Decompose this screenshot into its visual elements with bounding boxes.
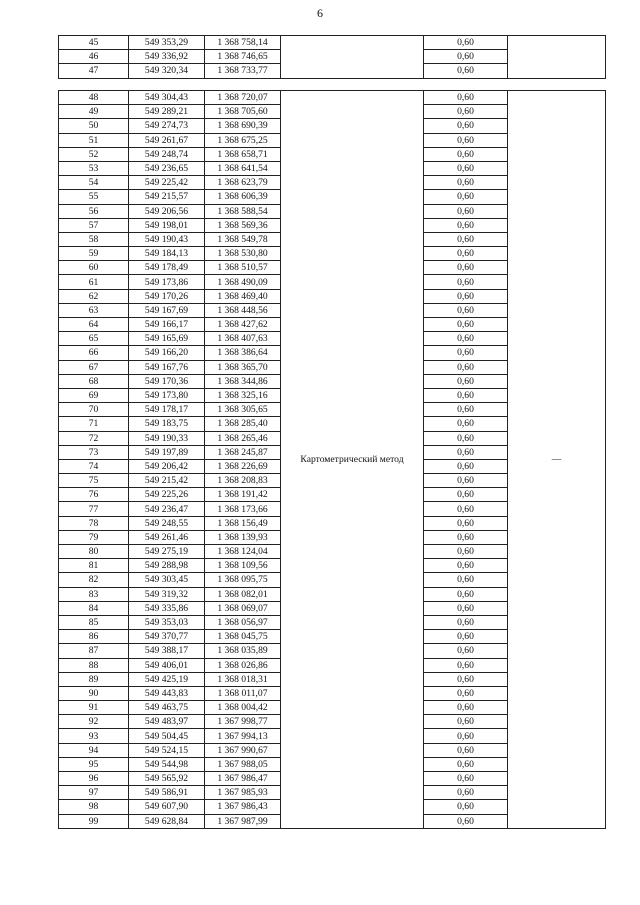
y-coordinate-cell: 1 368 018,31: [205, 672, 281, 686]
point-number-cell: 48: [59, 91, 129, 105]
x-coordinate-cell: 549 544,98: [129, 757, 205, 771]
accuracy-cell: 0,60: [424, 545, 508, 559]
description-cell: [508, 36, 606, 79]
x-coordinate-cell: 549 248,74: [129, 147, 205, 161]
point-number-cell: 65: [59, 332, 129, 346]
accuracy-cell: 0,60: [424, 658, 508, 672]
coordinates-table-main: [58, 90, 606, 829]
x-coordinate-cell: 549 184,13: [129, 247, 205, 261]
accuracy-cell: 0,60: [424, 64, 508, 78]
accuracy-cell: 0,60: [424, 346, 508, 360]
y-coordinate-cell: 1 368 173,66: [205, 502, 281, 516]
x-coordinate-cell: 549 197,89: [129, 445, 205, 459]
y-coordinate-cell: 1 368 641,54: [205, 161, 281, 175]
y-coordinate-cell: 1 368 623,79: [205, 176, 281, 190]
point-number-cell: 50: [59, 119, 129, 133]
point-number-cell: 53: [59, 161, 129, 175]
accuracy-cell: 0,60: [424, 630, 508, 644]
x-coordinate-cell: 549 190,33: [129, 431, 205, 445]
method-cell: Картометрический метод: [281, 91, 424, 829]
accuracy-cell: 0,60: [424, 91, 508, 105]
x-coordinate-cell: 549 190,43: [129, 232, 205, 246]
table-row: [59, 91, 606, 105]
y-coordinate-cell: 1 367 994,13: [205, 729, 281, 743]
accuracy-cell: 0,60: [424, 374, 508, 388]
y-coordinate-cell: 1 368 109,56: [205, 559, 281, 573]
point-number-cell: 88: [59, 658, 129, 672]
y-coordinate-cell: 1 368 746,65: [205, 50, 281, 64]
point-number-cell: 98: [59, 800, 129, 814]
point-number-cell: 94: [59, 743, 129, 757]
y-coordinate-cell: 1 368 606,39: [205, 190, 281, 204]
accuracy-cell: 0,60: [424, 474, 508, 488]
point-number-cell: 86: [59, 630, 129, 644]
point-number-cell: 80: [59, 545, 129, 559]
accuracy-cell: 0,60: [424, 403, 508, 417]
accuracy-cell: 0,60: [424, 318, 508, 332]
y-coordinate-cell: 1 368 004,42: [205, 701, 281, 715]
y-coordinate-cell: 1 367 998,77: [205, 715, 281, 729]
accuracy-cell: 0,60: [424, 176, 508, 190]
accuracy-cell: 0,60: [424, 261, 508, 275]
point-number-cell: 96: [59, 772, 129, 786]
accuracy-cell: 0,60: [424, 644, 508, 658]
accuracy-cell: 0,60: [424, 36, 508, 50]
x-coordinate-cell: 549 166,17: [129, 318, 205, 332]
y-coordinate-cell: 1 368 265,46: [205, 431, 281, 445]
x-coordinate-cell: 549 178,49: [129, 261, 205, 275]
x-coordinate-cell: 549 320,34: [129, 64, 205, 78]
point-number-cell: 74: [59, 459, 129, 473]
accuracy-cell: 0,60: [424, 204, 508, 218]
point-number-cell: 49: [59, 105, 129, 119]
point-number-cell: 58: [59, 232, 129, 246]
x-coordinate-cell: 549 173,86: [129, 275, 205, 289]
point-number-cell: 60: [59, 261, 129, 275]
x-coordinate-cell: 549 483,97: [129, 715, 205, 729]
x-coordinate-cell: 549 248,55: [129, 516, 205, 530]
y-coordinate-cell: 1 368 690,39: [205, 119, 281, 133]
y-coordinate-cell: 1 368 124,04: [205, 545, 281, 559]
x-coordinate-cell: 549 406,01: [129, 658, 205, 672]
point-number-cell: 89: [59, 672, 129, 686]
x-coordinate-cell: 549 565,92: [129, 772, 205, 786]
point-number-cell: 67: [59, 360, 129, 374]
y-coordinate-cell: 1 368 325,16: [205, 388, 281, 402]
accuracy-cell: 0,60: [424, 119, 508, 133]
point-number-cell: 82: [59, 573, 129, 587]
point-number-cell: 77: [59, 502, 129, 516]
x-coordinate-cell: 549 336,92: [129, 50, 205, 64]
point-number-cell: 62: [59, 289, 129, 303]
point-number-cell: 72: [59, 431, 129, 445]
accuracy-cell: 0,60: [424, 559, 508, 573]
point-number-cell: 75: [59, 474, 129, 488]
accuracy-cell: 0,60: [424, 445, 508, 459]
x-coordinate-cell: 549 335,86: [129, 601, 205, 615]
point-number-cell: 70: [59, 403, 129, 417]
point-number-cell: 45: [59, 36, 129, 50]
point-number-cell: 85: [59, 615, 129, 629]
x-coordinate-cell: 549 166,20: [129, 346, 205, 360]
accuracy-cell: 0,60: [424, 275, 508, 289]
point-number-cell: 66: [59, 346, 129, 360]
accuracy-cell: 0,60: [424, 615, 508, 629]
point-number-cell: 61: [59, 275, 129, 289]
x-coordinate-cell: 549 607,90: [129, 800, 205, 814]
table-row: [59, 36, 606, 50]
x-coordinate-cell: 549 303,45: [129, 573, 205, 587]
x-coordinate-cell: 549 206,56: [129, 204, 205, 218]
y-coordinate-cell: 1 368 365,70: [205, 360, 281, 374]
point-number-cell: 83: [59, 587, 129, 601]
y-coordinate-cell: 1 367 986,47: [205, 772, 281, 786]
point-number-cell: 90: [59, 686, 129, 700]
x-coordinate-cell: 549 586,91: [129, 786, 205, 800]
accuracy-cell: 0,60: [424, 459, 508, 473]
accuracy-cell: 0,60: [424, 715, 508, 729]
y-coordinate-cell: 1 368 011,07: [205, 686, 281, 700]
y-coordinate-cell: 1 368 658,71: [205, 147, 281, 161]
y-coordinate-cell: 1 368 056,97: [205, 615, 281, 629]
accuracy-cell: 0,60: [424, 360, 508, 374]
x-coordinate-cell: 549 388,17: [129, 644, 205, 658]
x-coordinate-cell: 549 236,47: [129, 502, 205, 516]
x-coordinate-cell: 549 288,98: [129, 559, 205, 573]
point-number-cell: 55: [59, 190, 129, 204]
accuracy-cell: 0,60: [424, 786, 508, 800]
x-coordinate-cell: 549 170,26: [129, 289, 205, 303]
x-coordinate-cell: 549 215,57: [129, 190, 205, 204]
point-number-cell: 76: [59, 488, 129, 502]
accuracy-cell: 0,60: [424, 388, 508, 402]
y-coordinate-cell: 1 368 069,07: [205, 601, 281, 615]
y-coordinate-cell: 1 368 285,40: [205, 417, 281, 431]
accuracy-cell: 0,60: [424, 289, 508, 303]
y-coordinate-cell: 1 368 156,49: [205, 516, 281, 530]
y-coordinate-cell: 1 368 082,01: [205, 587, 281, 601]
y-coordinate-cell: 1 367 986,43: [205, 800, 281, 814]
y-coordinate-cell: 1 367 990,67: [205, 743, 281, 757]
x-coordinate-cell: 549 261,46: [129, 530, 205, 544]
accuracy-cell: 0,60: [424, 672, 508, 686]
x-coordinate-cell: 549 170,36: [129, 374, 205, 388]
point-number-cell: 56: [59, 204, 129, 218]
x-coordinate-cell: 549 178,17: [129, 403, 205, 417]
coordinates-table-top: [58, 35, 606, 79]
y-coordinate-cell: 1 368 549,78: [205, 232, 281, 246]
accuracy-cell: 0,60: [424, 686, 508, 700]
x-coordinate-cell: 549 198,01: [129, 218, 205, 232]
point-number-cell: 93: [59, 729, 129, 743]
x-coordinate-cell: 549 167,69: [129, 303, 205, 317]
point-number-cell: 54: [59, 176, 129, 190]
y-coordinate-cell: 1 368 386,64: [205, 346, 281, 360]
point-number-cell: 71: [59, 417, 129, 431]
x-coordinate-cell: 549 225,42: [129, 176, 205, 190]
y-coordinate-cell: 1 368 245,87: [205, 445, 281, 459]
y-coordinate-cell: 1 368 469,40: [205, 289, 281, 303]
y-coordinate-cell: 1 368 035,89: [205, 644, 281, 658]
x-coordinate-cell: 549 524,15: [129, 743, 205, 757]
point-number-cell: 64: [59, 318, 129, 332]
point-number-cell: 63: [59, 303, 129, 317]
x-coordinate-cell: 549 353,29: [129, 36, 205, 50]
x-coordinate-cell: 549 225,26: [129, 488, 205, 502]
x-coordinate-cell: 549 289,21: [129, 105, 205, 119]
y-coordinate-cell: 1 367 988,05: [205, 757, 281, 771]
x-coordinate-cell: 549 353,03: [129, 615, 205, 629]
x-coordinate-cell: 549 261,67: [129, 133, 205, 147]
y-coordinate-cell: 1 368 733,77: [205, 64, 281, 78]
y-coordinate-cell: 1 368 026,86: [205, 658, 281, 672]
x-coordinate-cell: 549 274,73: [129, 119, 205, 133]
point-number-cell: 46: [59, 50, 129, 64]
point-number-cell: 51: [59, 133, 129, 147]
accuracy-cell: 0,60: [424, 814, 508, 828]
x-coordinate-cell: 549 206,42: [129, 459, 205, 473]
y-coordinate-cell: 1 368 191,42: [205, 488, 281, 502]
y-coordinate-cell: 1 368 758,14: [205, 36, 281, 50]
accuracy-cell: 0,60: [424, 332, 508, 346]
y-coordinate-cell: 1 368 675,25: [205, 133, 281, 147]
accuracy-cell: 0,60: [424, 190, 508, 204]
accuracy-cell: 0,60: [424, 488, 508, 502]
accuracy-cell: 0,60: [424, 105, 508, 119]
y-coordinate-cell: 1 368 720,07: [205, 91, 281, 105]
y-coordinate-cell: 1 368 407,63: [205, 332, 281, 346]
point-number-cell: 78: [59, 516, 129, 530]
accuracy-cell: 0,60: [424, 502, 508, 516]
x-coordinate-cell: 549 463,75: [129, 701, 205, 715]
x-coordinate-cell: 549 173,80: [129, 388, 205, 402]
y-coordinate-cell: 1 368 588,54: [205, 204, 281, 218]
accuracy-cell: 0,60: [424, 247, 508, 261]
y-coordinate-cell: 1 368 139,93: [205, 530, 281, 544]
y-coordinate-cell: 1 368 095,75: [205, 573, 281, 587]
y-coordinate-cell: 1 368 705,60: [205, 105, 281, 119]
description-cell: —: [508, 91, 606, 829]
point-number-cell: 79: [59, 530, 129, 544]
point-number-cell: 69: [59, 388, 129, 402]
point-number-cell: 81: [59, 559, 129, 573]
accuracy-cell: 0,60: [424, 147, 508, 161]
x-coordinate-cell: 549 183,75: [129, 417, 205, 431]
accuracy-cell: 0,60: [424, 431, 508, 445]
x-coordinate-cell: 549 425,19: [129, 672, 205, 686]
accuracy-cell: 0,60: [424, 573, 508, 587]
y-coordinate-cell: 1 368 208,83: [205, 474, 281, 488]
point-number-cell: 68: [59, 374, 129, 388]
point-number-cell: 91: [59, 701, 129, 715]
page-number: 6: [317, 6, 323, 20]
point-number-cell: 57: [59, 218, 129, 232]
accuracy-cell: 0,60: [424, 50, 508, 64]
accuracy-cell: 0,60: [424, 516, 508, 530]
accuracy-cell: 0,60: [424, 743, 508, 757]
accuracy-cell: 0,60: [424, 587, 508, 601]
point-number-cell: 87: [59, 644, 129, 658]
y-coordinate-cell: 1 368 510,57: [205, 261, 281, 275]
x-coordinate-cell: 549 319,32: [129, 587, 205, 601]
y-coordinate-cell: 1 368 569,36: [205, 218, 281, 232]
point-number-cell: 84: [59, 601, 129, 615]
method-cell: [281, 36, 424, 79]
point-number-cell: 47: [59, 64, 129, 78]
accuracy-cell: 0,60: [424, 701, 508, 715]
accuracy-cell: 0,60: [424, 303, 508, 317]
accuracy-cell: 0,60: [424, 417, 508, 431]
accuracy-cell: 0,60: [424, 729, 508, 743]
accuracy-cell: 0,60: [424, 530, 508, 544]
y-coordinate-cell: 1 367 987,99: [205, 814, 281, 828]
point-number-cell: 97: [59, 786, 129, 800]
x-coordinate-cell: 549 167,76: [129, 360, 205, 374]
accuracy-cell: 0,60: [424, 133, 508, 147]
x-coordinate-cell: 549 236,65: [129, 161, 205, 175]
y-coordinate-cell: 1 367 985,93: [205, 786, 281, 800]
accuracy-cell: 0,60: [424, 161, 508, 175]
point-number-cell: 95: [59, 757, 129, 771]
y-coordinate-cell: 1 368 427,62: [205, 318, 281, 332]
y-coordinate-cell: 1 368 344,86: [205, 374, 281, 388]
accuracy-cell: 0,60: [424, 601, 508, 615]
y-coordinate-cell: 1 368 448,56: [205, 303, 281, 317]
point-number-cell: 99: [59, 814, 129, 828]
accuracy-cell: 0,60: [424, 232, 508, 246]
x-coordinate-cell: 549 165,69: [129, 332, 205, 346]
x-coordinate-cell: 549 215,42: [129, 474, 205, 488]
y-coordinate-cell: 1 368 226,69: [205, 459, 281, 473]
accuracy-cell: 0,60: [424, 772, 508, 786]
accuracy-cell: 0,60: [424, 757, 508, 771]
point-number-cell: 52: [59, 147, 129, 161]
x-coordinate-cell: 549 628,84: [129, 814, 205, 828]
accuracy-cell: 0,60: [424, 218, 508, 232]
x-coordinate-cell: 549 443,83: [129, 686, 205, 700]
point-number-cell: 73: [59, 445, 129, 459]
point-number-cell: 59: [59, 247, 129, 261]
y-coordinate-cell: 1 368 530,80: [205, 247, 281, 261]
x-coordinate-cell: 549 370,77: [129, 630, 205, 644]
y-coordinate-cell: 1 368 490,09: [205, 275, 281, 289]
point-number-cell: 92: [59, 715, 129, 729]
x-coordinate-cell: 549 275,19: [129, 545, 205, 559]
y-coordinate-cell: 1 368 045,75: [205, 630, 281, 644]
x-coordinate-cell: 549 304,43: [129, 91, 205, 105]
y-coordinate-cell: 1 368 305,65: [205, 403, 281, 417]
x-coordinate-cell: 549 504,45: [129, 729, 205, 743]
accuracy-cell: 0,60: [424, 800, 508, 814]
